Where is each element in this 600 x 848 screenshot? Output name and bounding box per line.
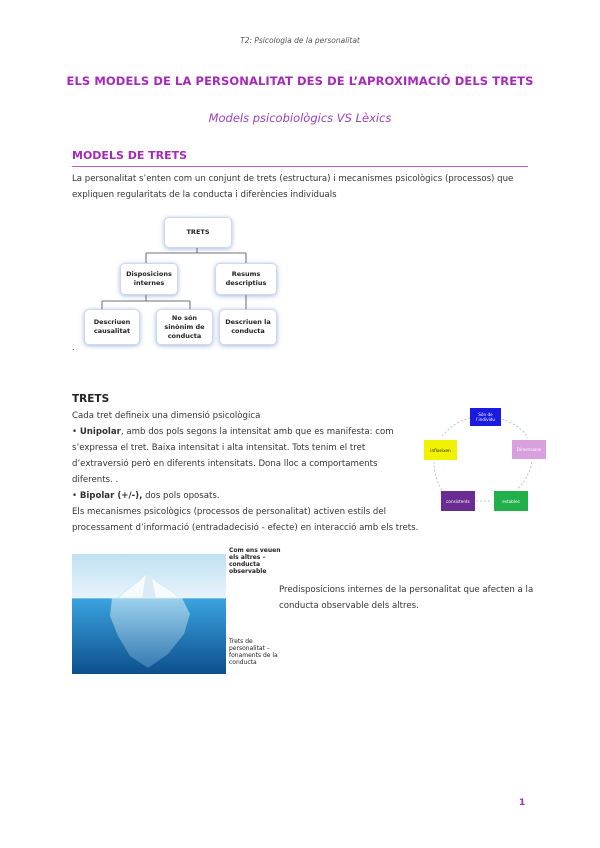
models-paragraph: La personalitat s’enten com un conjunt de trets (estructura) i mecanismes psicològics (processos) que expliquen regularitats de la conducta i diferències individuals [72, 174, 514, 200]
section-heading-trets: TRETS [72, 393, 110, 405]
section-heading-models: MODELS DE TRETS [72, 149, 188, 162]
iceberg-caption: Predisposicions internes de la personalitat que afecten a la conducta observable dels altres. [279, 585, 534, 611]
stray-mark: . [72, 343, 75, 352]
trets-bullet-bipolar: • Bipolar (+/-), dos pols oposats. [72, 491, 220, 501]
section-divider [72, 166, 528, 167]
cycle-node-dimensions: Dimensions [512, 440, 546, 459]
trets-bullet-unipolar: • Unipolar, amb dos pols segons la intensitat amb que es manifesta: com [72, 427, 394, 437]
trets-line-5: diferents. . [72, 475, 119, 485]
cycle-node-influeixen: influeixen [424, 440, 457, 460]
iceberg-top-label: Com ens veuen els altres – conducta observable [229, 547, 281, 575]
bipolar-term: Bipolar (+/-), [79, 491, 143, 501]
trets-line-8: processament d’informació (entradadecisió - efecte) en interacció amb els trets. [72, 523, 419, 533]
document-title: ELS MODELS DE LA PERSONALITAT DES DE L’APROXIMACIÓ DELS TRETS [66, 74, 534, 88]
trets-line-4: d’extraversió però en diferents intensitats. Dona lloc a comportaments [72, 459, 378, 469]
trait-cycle-diagram [420, 404, 552, 516]
tree-node-descriuen: Descriuen la conducta [219, 309, 277, 345]
tree-node-sinonim: No són sinònim de conducta [156, 309, 213, 345]
cycle-node-individu: Són de l’individu [470, 408, 501, 426]
trets-line-3: s’expressa el tret. Baixa intensitat i alta intensitat. Tots tenim el tret [72, 443, 366, 453]
page-number: 1 [519, 798, 526, 808]
unipolar-text: , amb dos pols segons la intensitat amb que es manifesta: com [120, 427, 394, 437]
unipolar-term: Unipolar [79, 427, 121, 437]
cycle-node-estables: estables [494, 491, 528, 511]
iceberg-bottom-label: Trets de personalitat – fonaments de la conducta [229, 638, 278, 666]
iceberg-illustration [72, 554, 226, 674]
document-subtitle: Models psicobiològics VS Lèxics [208, 111, 392, 125]
trets-line-7: Els mecanismes psicològics (processos de personalitat) activen estils del [72, 507, 387, 517]
trets-text-block [72, 408, 418, 536]
cycle-node-consistents: consistents [441, 491, 475, 511]
tree-node-disposicions: Disposicions internes [120, 263, 178, 295]
page-header: T2: Psicologia de la personalitat [240, 36, 360, 45]
tree-node-causalitat: Descriuen causalitat [84, 309, 140, 345]
bipolar-text: dos pols oposats. [142, 491, 220, 501]
trets-line-1: Cada tret defineix una dimensió psicològica [72, 411, 261, 421]
tree-node-root: TRETS [164, 217, 232, 248]
iceberg-image [72, 554, 226, 674]
tree-node-resums: Resums descriptius [215, 263, 277, 295]
